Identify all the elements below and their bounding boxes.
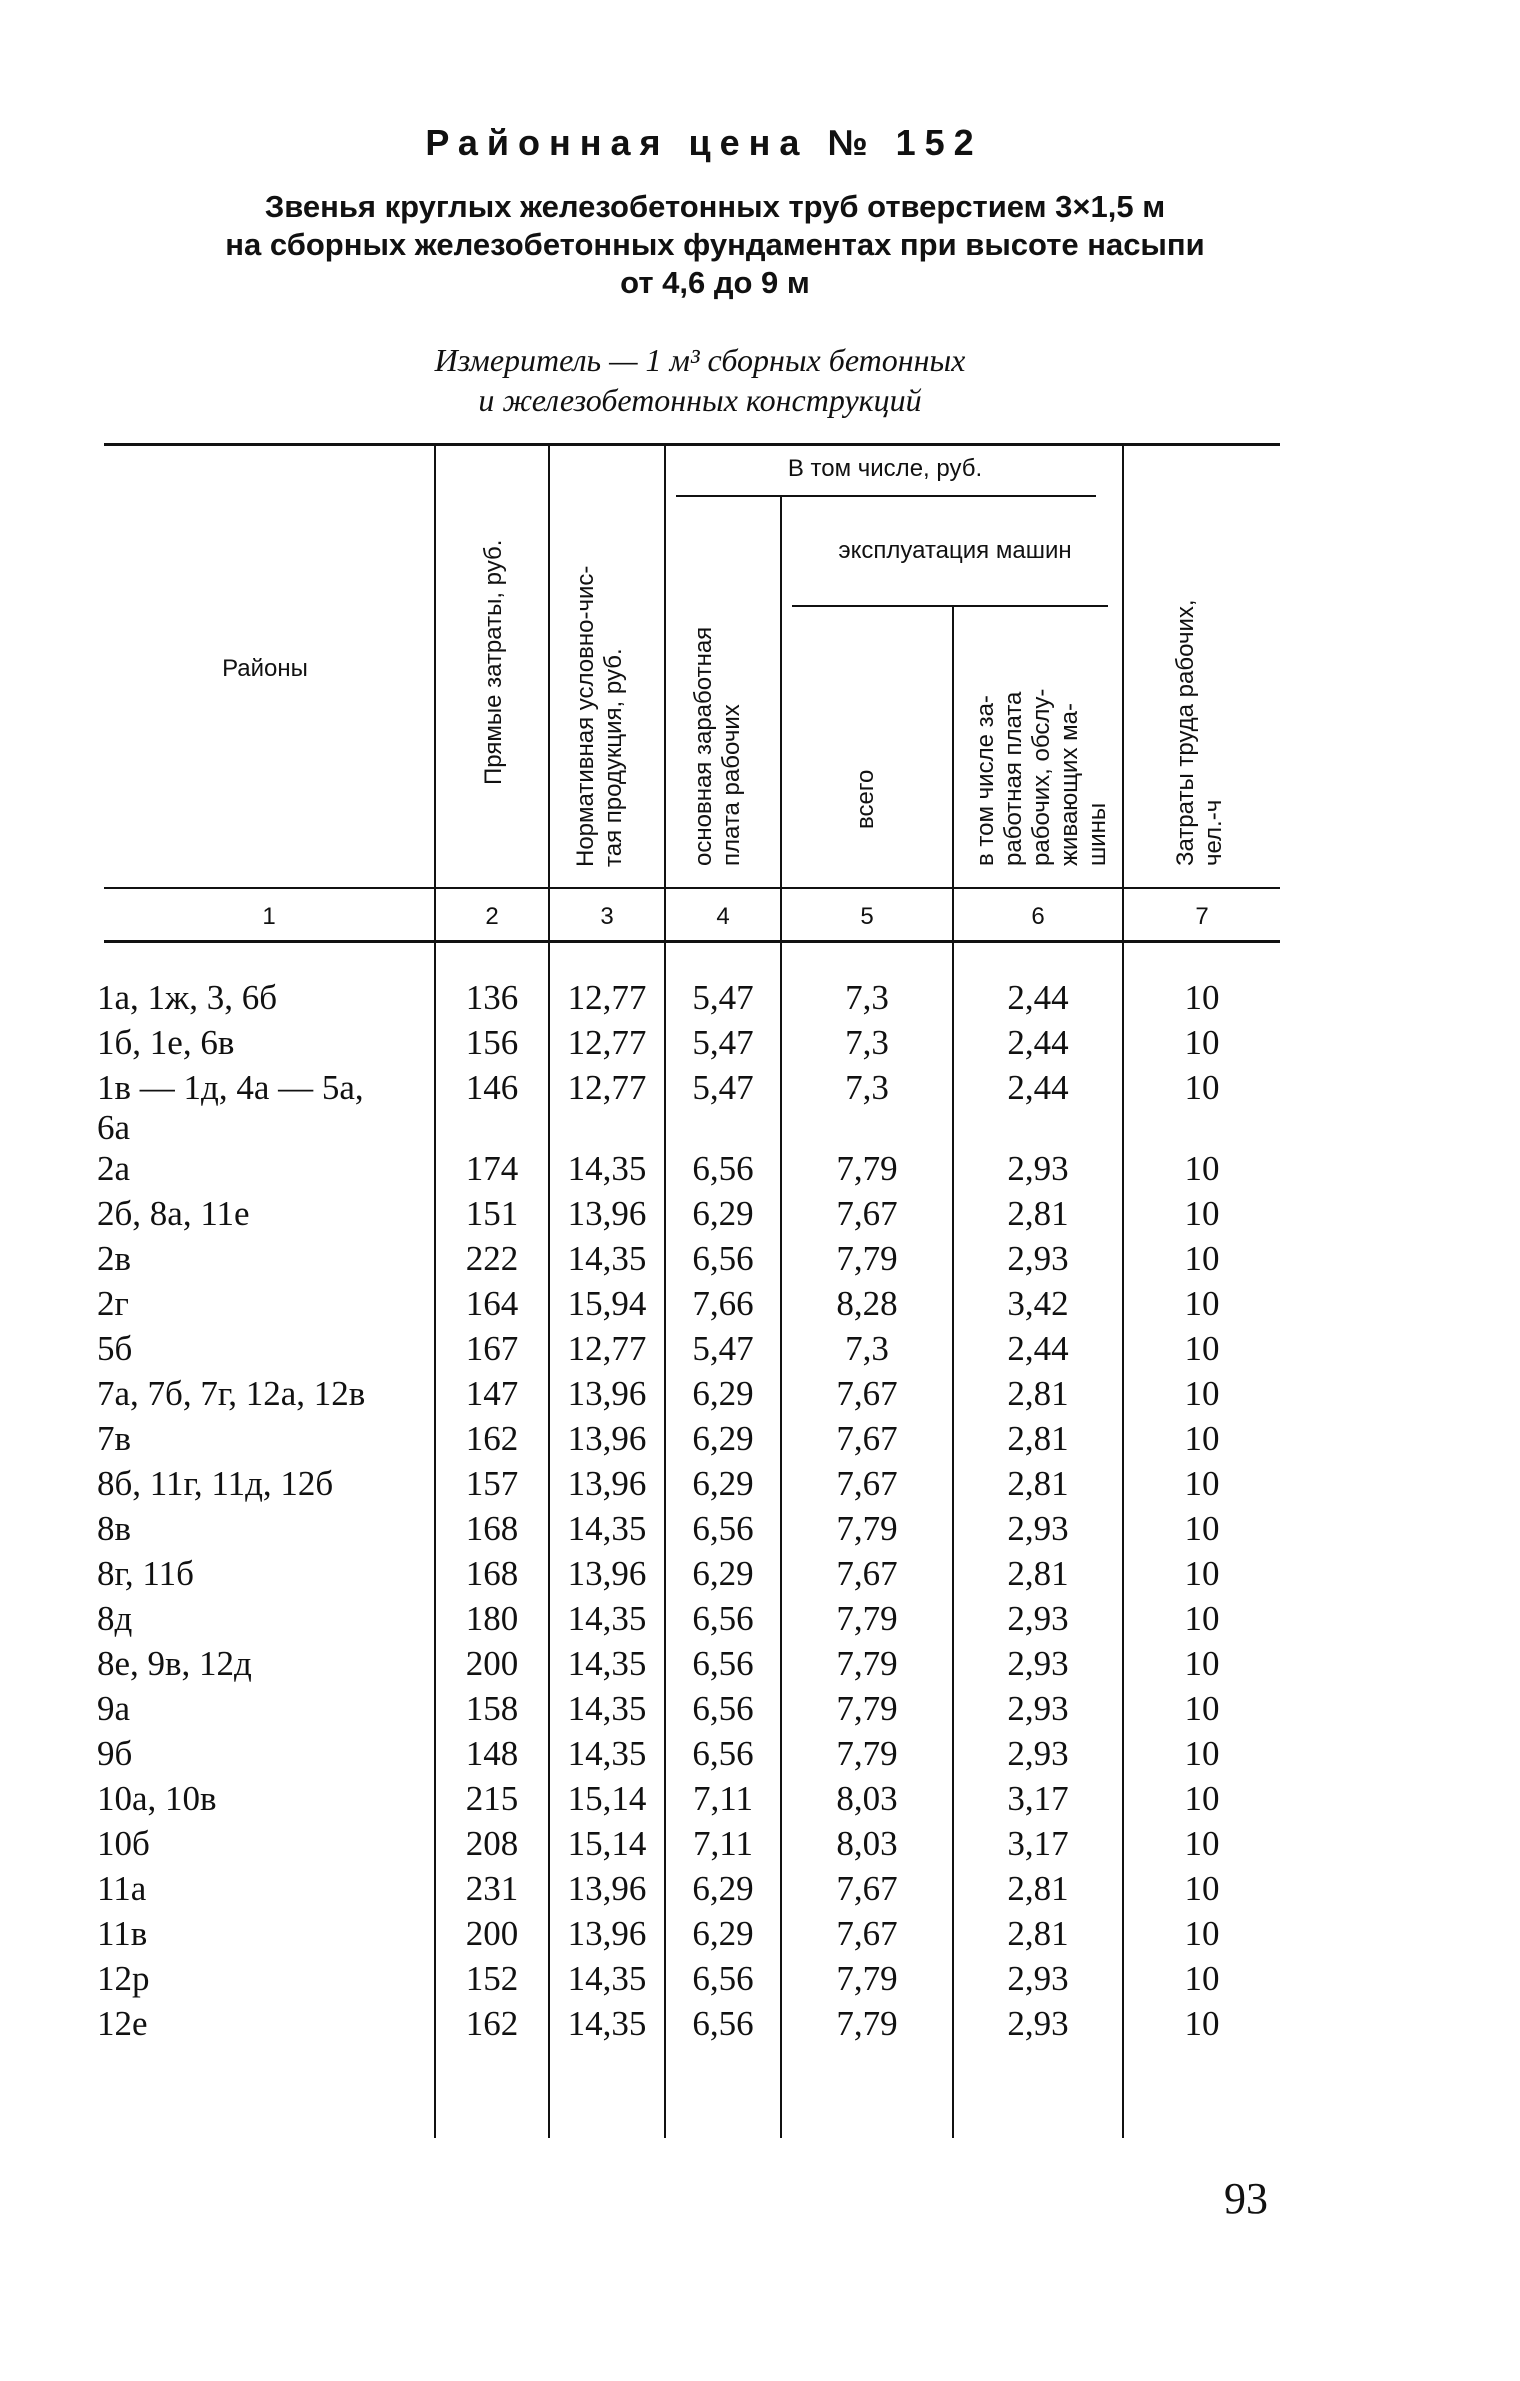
header-regions: Районы xyxy=(222,655,308,682)
region-label: 8г, 11б xyxy=(97,1554,194,1593)
table-cell: 13,96 xyxy=(567,1464,647,1503)
table-cell: 2,44 xyxy=(1007,978,1069,1017)
measure-line: Измеритель — 1 м³ сборных бетонных xyxy=(434,342,966,378)
table-cell: 10 xyxy=(1184,1068,1220,1107)
header-line: основная заработная xyxy=(690,626,717,866)
region-label: 8б, 11г, 11д, 12б xyxy=(97,1464,334,1503)
table-cell: 7,67 xyxy=(836,1554,898,1593)
table-cell: 7,3 xyxy=(845,978,889,1017)
table-cell: 200 xyxy=(465,1914,519,1953)
table-cell: 5,47 xyxy=(692,1329,754,1368)
subtitle-line: на сборных железобетонных фундаментах при высоте насыпи xyxy=(225,227,1205,262)
table-cell: 3,42 xyxy=(1007,1284,1069,1323)
table-cell: 2,44 xyxy=(1007,1329,1069,1368)
region-label: 8д xyxy=(97,1599,133,1638)
header-machines: эксплуатация машин xyxy=(838,537,1072,564)
table-cell: 147 xyxy=(465,1374,519,1413)
machines-rule xyxy=(792,605,1108,607)
region-label: 12р xyxy=(97,1959,150,1998)
table-cell: 2,93 xyxy=(1007,1644,1069,1683)
table-cell: 7,79 xyxy=(836,2004,898,2043)
column-number: 5 xyxy=(860,903,874,930)
header-labor xyxy=(1172,470,1228,866)
header-normative xyxy=(572,465,628,867)
table-cell: 7,3 xyxy=(845,1329,889,1368)
page-title: Районная цена № 152 xyxy=(425,122,983,163)
region-label: 1б, 1е, 6в xyxy=(97,1023,235,1062)
table-cell: 10 xyxy=(1184,1914,1220,1953)
region-label: 11а xyxy=(97,1869,147,1908)
column-number: 4 xyxy=(716,903,730,930)
table-cell: 14,35 xyxy=(567,1149,647,1188)
table-cell: 157 xyxy=(465,1464,519,1503)
region-label: 1в — 1д, 4а — 5а, xyxy=(97,1068,364,1107)
table-cell: 10 xyxy=(1184,1023,1220,1062)
region-label: 5б xyxy=(97,1329,133,1368)
table-cell: 14,35 xyxy=(567,2004,647,2043)
table-cell: 14,35 xyxy=(567,1239,647,1278)
table-cell: 6,29 xyxy=(692,1554,754,1593)
table-cell: 6,29 xyxy=(692,1914,754,1953)
header-line: Нормативная условно-чис- xyxy=(572,565,599,867)
table-cell: 13,96 xyxy=(567,1554,647,1593)
table-cell: 10 xyxy=(1184,1554,1220,1593)
table-cell: 2,81 xyxy=(1007,1419,1069,1458)
header-line: плата рабочих xyxy=(718,704,745,866)
region-label: 10б xyxy=(97,1824,150,1863)
table-cell: 10 xyxy=(1184,1239,1220,1278)
table-cell: 2,93 xyxy=(1007,1599,1069,1638)
header-direct-costs: Прямые затраты, руб. xyxy=(480,540,507,786)
colnum-bottom-rule xyxy=(104,940,1280,943)
measure-line: и железобетонных конструкций xyxy=(478,382,922,418)
table-cell: 5,47 xyxy=(692,1068,754,1107)
table-cell: 15,94 xyxy=(567,1284,647,1323)
table-cell: 162 xyxy=(465,2004,519,2043)
table-cell: 168 xyxy=(465,1509,519,1548)
table-cell: 6,29 xyxy=(692,1464,754,1503)
table-cell: 14,35 xyxy=(567,1959,647,1998)
header-line: Затраты труда рабочих, xyxy=(1172,599,1199,866)
table-cell: 7,67 xyxy=(836,1464,898,1503)
table-cell: 6,56 xyxy=(692,1959,754,1998)
region-label: 1а, 1ж, 3, 6б xyxy=(97,978,278,1017)
table-cell: 2,44 xyxy=(1007,1068,1069,1107)
table-cell: 15,14 xyxy=(567,1779,647,1818)
table-cell: 10 xyxy=(1184,2004,1220,2043)
table-cell: 2,81 xyxy=(1007,1914,1069,1953)
table-cell: 2,81 xyxy=(1007,1374,1069,1413)
including-rule xyxy=(676,495,1096,497)
table-cell: 2,81 xyxy=(1007,1464,1069,1503)
table-cell: 215 xyxy=(465,1779,519,1818)
header-line: шины xyxy=(1084,802,1111,866)
table-cell: 231 xyxy=(465,1869,519,1908)
table-cell: 158 xyxy=(465,1689,519,1728)
column-number: 2 xyxy=(485,903,499,930)
table-cell: 7,67 xyxy=(836,1374,898,1413)
table-cell: 12,77 xyxy=(567,1068,647,1107)
table-cell: 2,93 xyxy=(1007,2004,1069,2043)
table-cell: 13,96 xyxy=(567,1914,647,1953)
page-number: 93 xyxy=(1224,2174,1268,2223)
table-cell: 2,44 xyxy=(1007,1023,1069,1062)
table-cell: 6,29 xyxy=(692,1419,754,1458)
table-cell: 7,67 xyxy=(836,1869,898,1908)
header-line: тая продукция, руб. xyxy=(600,648,627,867)
table-cell: 12,77 xyxy=(567,978,647,1017)
table-cell: 6,56 xyxy=(692,1149,754,1188)
table-cell: 2,93 xyxy=(1007,1689,1069,1728)
table-cell: 8,03 xyxy=(836,1779,898,1818)
header-line: рабочих, обслу- xyxy=(1028,688,1055,866)
table-cell: 3,17 xyxy=(1007,1779,1069,1818)
table-cell: 7,11 xyxy=(693,1824,753,1863)
table-cell: 148 xyxy=(465,1734,519,1773)
table-cell: 151 xyxy=(465,1194,519,1233)
unit-of-measure xyxy=(350,340,1050,420)
table-cell: 6,56 xyxy=(692,1644,754,1683)
table-cell: 6,56 xyxy=(692,1689,754,1728)
table-cell: 208 xyxy=(465,1824,519,1863)
region-label: 7в xyxy=(97,1419,132,1458)
column-number: 7 xyxy=(1195,903,1209,930)
subtitle-line: от 4,6 до 9 м xyxy=(620,265,810,300)
table-cell: 2,93 xyxy=(1007,1239,1069,1278)
table-cell: 10 xyxy=(1184,1509,1220,1548)
table-cell: 152 xyxy=(465,1959,519,1998)
table-cell: 10 xyxy=(1184,1464,1220,1503)
table-cell: 2,81 xyxy=(1007,1554,1069,1593)
table-cell: 7,11 xyxy=(693,1779,753,1818)
table-cell: 7,3 xyxy=(845,1023,889,1062)
table-cell: 10 xyxy=(1184,1599,1220,1638)
table-cell: 8,03 xyxy=(836,1824,898,1863)
table-cell: 8,28 xyxy=(836,1284,898,1323)
table-cell: 6,56 xyxy=(692,1509,754,1548)
header-bottom-rule xyxy=(104,887,1280,889)
table-cell: 200 xyxy=(465,1644,519,1683)
table-cell: 2,93 xyxy=(1007,1734,1069,1773)
table-cell: 10 xyxy=(1184,1644,1220,1683)
region-label: 8е, 9в, 12д xyxy=(97,1644,252,1683)
table-cell: 15,14 xyxy=(567,1824,647,1863)
table-cell: 7,79 xyxy=(836,1149,898,1188)
region-label: 7а, 7б, 7г, 12а, 12в xyxy=(97,1374,366,1413)
table-cell: 14,35 xyxy=(567,1689,647,1728)
table-cell: 10 xyxy=(1184,1734,1220,1773)
table-cell: 13,96 xyxy=(567,1419,647,1458)
header-line: работная плата xyxy=(1000,691,1027,866)
table-cell: 14,35 xyxy=(567,1599,647,1638)
table-cell: 164 xyxy=(465,1284,519,1323)
table-cell: 7,79 xyxy=(836,1959,898,1998)
table-cell: 222 xyxy=(465,1239,519,1278)
table-cell: 180 xyxy=(465,1599,519,1638)
region-label: 2б, 8а, 11е xyxy=(97,1194,250,1233)
table-cell: 10 xyxy=(1184,1689,1220,1728)
table-cell: 2,81 xyxy=(1007,1869,1069,1908)
table-cell: 2,93 xyxy=(1007,1509,1069,1548)
header-line: живающих ма- xyxy=(1056,703,1083,866)
region-label: 12е xyxy=(97,2004,148,2043)
header-machines-total: всего xyxy=(852,770,879,830)
table-cell: 10 xyxy=(1184,1329,1220,1368)
table-cell: 6,56 xyxy=(692,2004,754,2043)
table-cell: 3,17 xyxy=(1007,1824,1069,1863)
table-cell: 7,67 xyxy=(836,1419,898,1458)
table-cell: 14,35 xyxy=(567,1644,647,1683)
table-cell: 7,66 xyxy=(692,1284,754,1323)
table-cell: 2,93 xyxy=(1007,1149,1069,1188)
region-label: 11в xyxy=(97,1914,148,1953)
table-cell: 7,79 xyxy=(836,1689,898,1728)
table-top-rule xyxy=(104,443,1280,446)
table-cell: 6,56 xyxy=(692,1734,754,1773)
column-number: 6 xyxy=(1031,903,1045,930)
table-cell: 6,56 xyxy=(692,1239,754,1278)
region-label: 2в xyxy=(97,1239,132,1278)
table-cell: 10 xyxy=(1184,1149,1220,1188)
table-cell: 7,79 xyxy=(836,1644,898,1683)
header-machine-wages xyxy=(972,612,1112,866)
column-number: 1 xyxy=(262,903,276,930)
table-cell: 5,47 xyxy=(692,978,754,1017)
table-cell: 13,96 xyxy=(567,1374,647,1413)
table-cell: 10 xyxy=(1184,1374,1220,1413)
table-cell: 162 xyxy=(465,1419,519,1458)
table-cell: 156 xyxy=(465,1023,519,1062)
region-label: 6а xyxy=(97,1108,131,1147)
region-label: 8в xyxy=(97,1509,132,1548)
table-cell: 10 xyxy=(1184,1419,1220,1458)
table-cell: 10 xyxy=(1184,1284,1220,1323)
table-cell: 6,29 xyxy=(692,1869,754,1908)
table-cell: 7,67 xyxy=(836,1914,898,1953)
table-cell: 7,67 xyxy=(836,1194,898,1233)
table-cell: 7,3 xyxy=(845,1068,889,1107)
page-subtitle xyxy=(160,188,1270,302)
table-cell: 6,56 xyxy=(692,1599,754,1638)
header-line: чел.-ч xyxy=(1200,799,1227,866)
table-cell: 10 xyxy=(1184,1779,1220,1818)
header-line: в том числе за- xyxy=(972,695,999,866)
table-cell: 13,96 xyxy=(567,1194,647,1233)
table-cell: 7,79 xyxy=(836,1599,898,1638)
table-cell: 2,81 xyxy=(1007,1194,1069,1233)
header-wages xyxy=(690,540,746,866)
table-cell: 14,35 xyxy=(567,1734,647,1773)
table-cell: 10 xyxy=(1184,1824,1220,1863)
table-cell: 14,35 xyxy=(567,1509,647,1548)
table-cell: 5,47 xyxy=(692,1023,754,1062)
column-number: 3 xyxy=(600,903,614,930)
table-cell: 6,29 xyxy=(692,1374,754,1413)
table-cell: 10 xyxy=(1184,1959,1220,1998)
region-label: 9а xyxy=(97,1689,131,1728)
table-cell: 10 xyxy=(1184,1194,1220,1233)
table-cell: 7,79 xyxy=(836,1239,898,1278)
region-label: 2г xyxy=(97,1284,129,1323)
region-label: 10а, 10в xyxy=(97,1779,217,1818)
table-cell: 12,77 xyxy=(567,1023,647,1062)
region-label: 2а xyxy=(97,1149,131,1188)
header-including: В том числе, руб. xyxy=(787,455,983,482)
subtitle-line: Звенья круглых железобетонных труб отверстием 3×1,5 м xyxy=(264,189,1166,224)
table-cell: 12,77 xyxy=(567,1329,647,1368)
table-cell: 2,93 xyxy=(1007,1959,1069,1998)
table-cell: 6,29 xyxy=(692,1194,754,1233)
table-cell: 146 xyxy=(465,1068,519,1107)
table-cell: 10 xyxy=(1184,1869,1220,1908)
table-cell: 7,79 xyxy=(836,1509,898,1548)
region-label: 9б xyxy=(97,1734,133,1773)
table-cell: 136 xyxy=(465,978,519,1017)
table-cell: 7,79 xyxy=(836,1734,898,1773)
table-cell: 167 xyxy=(465,1329,519,1368)
table-cell: 10 xyxy=(1184,978,1220,1017)
table-cell: 13,96 xyxy=(567,1869,647,1908)
table-cell: 168 xyxy=(465,1554,519,1593)
table-cell: 174 xyxy=(465,1149,519,1188)
